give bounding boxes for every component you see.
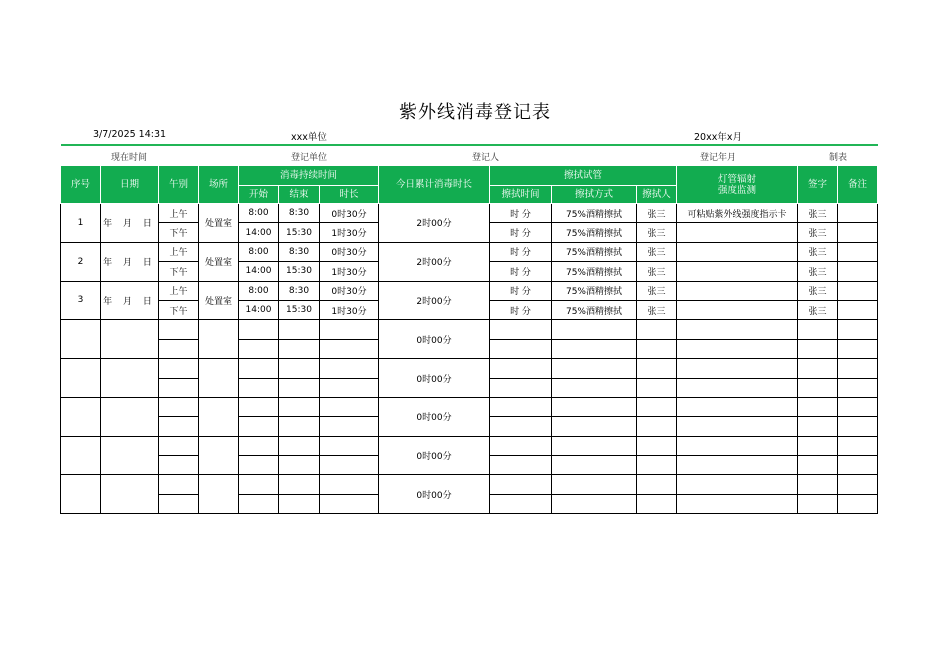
cell-wipe-time[interactable]	[490, 417, 552, 436]
table-body	[61, 204, 878, 514]
cell-date[interactable]	[101, 320, 159, 359]
cell-end[interactable]	[279, 494, 320, 513]
cell-wipe-time[interactable]: 时 分	[490, 281, 552, 300]
cell-wipe-time[interactable]: 时 分	[490, 204, 552, 223]
header-wipe-group: 擦拭试管	[490, 166, 677, 186]
cell-wipe-method[interactable]	[552, 397, 637, 416]
cell-wipe-method[interactable]	[552, 456, 637, 475]
cell-wiper[interactable]	[637, 359, 677, 378]
cell-daily-total[interactable]: 0时00分	[379, 320, 490, 359]
cell-place[interactable]	[199, 359, 239, 398]
cell-date[interactable]	[101, 436, 159, 475]
cell-wiper[interactable]: 张三	[637, 281, 677, 300]
cell-wipe-time[interactable]: 时 分	[490, 223, 552, 242]
header-duration-group: 消毒持续时间	[239, 166, 379, 186]
cell-end[interactable]	[279, 320, 320, 339]
table-row	[61, 320, 878, 339]
cell-length[interactable]	[320, 359, 379, 378]
cell-signature[interactable]	[798, 475, 838, 494]
cell-wipe-time[interactable]	[490, 378, 552, 397]
cell-signature[interactable]: 张三	[798, 300, 838, 319]
table-row	[61, 242, 878, 261]
cell-end[interactable]	[279, 339, 320, 358]
cell-lamp[interactable]	[677, 339, 798, 358]
cell-start[interactable]	[239, 320, 279, 339]
header-seq: 序号	[61, 166, 101, 204]
cell-daily-total[interactable]: 0时00分	[379, 475, 490, 514]
cell-remark[interactable]	[838, 223, 878, 242]
cell-lamp[interactable]	[677, 494, 798, 513]
cell-signature[interactable]	[798, 378, 838, 397]
cell-wipe-time[interactable]: 时 分	[490, 300, 552, 319]
cell-lamp[interactable]	[677, 436, 798, 455]
cell-daily-total[interactable]: 2时00分	[379, 242, 490, 281]
cell-wiper[interactable]	[637, 475, 677, 494]
cell-wiper[interactable]: 张三	[637, 300, 677, 319]
header-length: 时长	[320, 186, 379, 204]
cell-remark[interactable]	[838, 242, 878, 261]
cell-start[interactable]	[239, 359, 279, 378]
cell-signature[interactable]: 张三	[798, 204, 838, 223]
cell-start[interactable]: 14:00	[239, 223, 279, 242]
cell-wiper[interactable]	[637, 397, 677, 416]
header-lamp-monitoring	[677, 166, 798, 204]
cell-length[interactable]: 1时30分	[320, 300, 379, 319]
cell-length[interactable]	[320, 397, 379, 416]
cell-signature[interactable]	[798, 397, 838, 416]
cell-wipe-time[interactable]	[490, 456, 552, 475]
label-reg-unit: 登记单位	[291, 153, 328, 163]
cell-wipe-method[interactable]: 75%酒精擦拭	[552, 204, 637, 223]
cell-wiper[interactable]	[637, 436, 677, 455]
label-made-by: 制表	[829, 153, 848, 163]
cell-lamp[interactable]	[677, 300, 798, 319]
cell-start[interactable]: 14:00	[239, 262, 279, 281]
cell-wipe-method[interactable]	[552, 339, 637, 358]
cell-seq[interactable]	[61, 320, 101, 359]
cell-remark[interactable]	[838, 378, 878, 397]
cell-wipe-time[interactable]: 时 分	[490, 262, 552, 281]
cell-remark[interactable]	[838, 339, 878, 358]
label-current-time: 现在时间	[111, 153, 148, 163]
cell-wipe-time[interactable]	[490, 436, 552, 455]
cell-place[interactable]	[199, 397, 239, 436]
cell-end[interactable]	[279, 436, 320, 455]
table-row	[61, 359, 878, 378]
cell-start[interactable]	[239, 417, 279, 436]
cell-length[interactable]	[320, 456, 379, 475]
header-remarks: 备注	[838, 166, 878, 204]
cell-period[interactable]	[159, 320, 199, 339]
cell-period[interactable]: 下午	[159, 223, 199, 242]
cell-place[interactable]: 处置室	[199, 242, 239, 281]
cell-period[interactable]: 上午	[159, 242, 199, 261]
header-wipe-method: 擦拭方式	[552, 186, 637, 204]
cell-remark[interactable]	[838, 436, 878, 455]
cell-seq[interactable]	[61, 359, 101, 398]
header-signature: 签字	[798, 166, 838, 204]
cell-remark[interactable]	[838, 320, 878, 339]
label-registrant: 登记人	[472, 153, 500, 163]
cell-end[interactable]	[279, 397, 320, 416]
cell-wiper[interactable]	[637, 456, 677, 475]
cell-date[interactable]	[101, 359, 159, 398]
cell-period[interactable]	[159, 436, 199, 455]
cell-start[interactable]: 14:00	[239, 300, 279, 319]
cell-date[interactable]: 年 月 日	[101, 281, 159, 320]
cell-place[interactable]	[199, 436, 239, 475]
cell-end[interactable]: 15:30	[279, 223, 320, 242]
header-wipe-time: 擦拭时间	[490, 186, 552, 204]
cell-lamp[interactable]	[677, 223, 798, 242]
header-daily-total: 今日累计消毒时长	[379, 166, 490, 204]
cell-period[interactable]: 下午	[159, 300, 199, 319]
cell-lamp[interactable]	[677, 456, 798, 475]
header-rule-line	[61, 144, 878, 146]
cell-wipe-method[interactable]: 75%酒精擦拭	[552, 300, 637, 319]
cell-remark[interactable]	[838, 417, 878, 436]
cell-wipe-time[interactable]: 时 分	[490, 242, 552, 261]
header-date: 日期	[101, 166, 159, 204]
cell-period[interactable]	[159, 417, 199, 436]
cell-seq[interactable]	[61, 475, 101, 514]
cell-start[interactable]	[239, 339, 279, 358]
header-end: 结束	[279, 186, 320, 204]
cell-date[interactable]: 年 月 日	[101, 242, 159, 281]
cell-start[interactable]: 8:00	[239, 204, 279, 223]
cell-date[interactable]: 年 月 日	[101, 204, 159, 243]
cell-end[interactable]: 8:30	[279, 242, 320, 261]
cell-seq[interactable]: 2	[61, 242, 101, 281]
cell-length[interactable]	[320, 475, 379, 494]
cell-remark[interactable]	[838, 397, 878, 416]
cell-start[interactable]	[239, 475, 279, 494]
cell-daily-total[interactable]: 2时00分	[379, 204, 490, 243]
cell-wiper[interactable]	[637, 339, 677, 358]
cell-remark[interactable]	[838, 456, 878, 475]
cell-length[interactable]: 0时30分	[320, 204, 379, 223]
cell-date[interactable]	[101, 475, 159, 514]
cell-length[interactable]	[320, 339, 379, 358]
cell-length[interactable]	[320, 436, 379, 455]
cell-remark[interactable]	[838, 281, 878, 300]
cell-end[interactable]: 15:30	[279, 300, 320, 319]
table-row	[61, 436, 878, 455]
cell-remark[interactable]	[838, 262, 878, 281]
cell-remark[interactable]	[838, 475, 878, 494]
cell-length[interactable]	[320, 494, 379, 513]
cell-wiper[interactable]	[637, 320, 677, 339]
cell-end[interactable]: 8:30	[279, 204, 320, 223]
cell-remark[interactable]	[838, 204, 878, 223]
disinfection-register-table	[60, 165, 878, 514]
cell-signature[interactable]	[798, 494, 838, 513]
cell-end[interactable]	[279, 456, 320, 475]
cell-lamp[interactable]	[677, 242, 798, 261]
cell-wipe-method[interactable]: 75%酒精擦拭	[552, 242, 637, 261]
cell-wipe-time[interactable]	[490, 339, 552, 358]
cell-wipe-method[interactable]	[552, 494, 637, 513]
cell-date[interactable]	[101, 397, 159, 436]
cell-period[interactable]	[159, 359, 199, 378]
cell-wipe-time[interactable]	[490, 397, 552, 416]
cell-wipe-method[interactable]: 75%酒精擦拭	[552, 223, 637, 242]
cell-lamp[interactable]	[677, 359, 798, 378]
header-lamp-line1: 灯管辐射	[717, 173, 756, 185]
cell-signature[interactable]: 张三	[798, 262, 838, 281]
cell-signature[interactable]	[798, 417, 838, 436]
cell-signature[interactable]	[798, 456, 838, 475]
cell-wipe-method[interactable]	[552, 475, 637, 494]
cell-lamp[interactable]	[677, 262, 798, 281]
form-title: 紫外线消毒登记表	[399, 102, 551, 123]
cell-start[interactable]: 8:00	[239, 281, 279, 300]
cell-wipe-method[interactable]	[552, 417, 637, 436]
cell-seq[interactable]: 1	[61, 204, 101, 243]
cell-wipe-time[interactable]	[490, 359, 552, 378]
cell-length[interactable]: 0时30分	[320, 281, 379, 300]
cell-place[interactable]: 处置室	[199, 204, 239, 243]
cell-start[interactable]: 8:00	[239, 242, 279, 261]
cell-end[interactable]	[279, 378, 320, 397]
cell-wiper[interactable]: 张三	[637, 223, 677, 242]
header-wiper: 擦拭人	[637, 186, 677, 204]
cell-lamp[interactable]	[677, 397, 798, 416]
cell-lamp[interactable]	[677, 417, 798, 436]
cell-end[interactable]	[279, 475, 320, 494]
cell-start[interactable]	[239, 397, 279, 416]
table-row	[61, 281, 878, 300]
cell-remark[interactable]	[838, 494, 878, 513]
cell-lamp[interactable]: 可粘贴紫外线强度指示卡	[677, 204, 798, 223]
cell-wipe-time[interactable]	[490, 320, 552, 339]
cell-length[interactable]	[320, 417, 379, 436]
cell-daily-total[interactable]: 0时00分	[379, 436, 490, 475]
cell-remark[interactable]	[838, 300, 878, 319]
cell-wipe-method[interactable]: 75%酒精擦拭	[552, 262, 637, 281]
table-row	[61, 204, 878, 223]
cell-daily-total[interactable]: 2时00分	[379, 281, 490, 320]
unit-name: xxx单位	[291, 132, 327, 143]
cell-place[interactable]	[199, 320, 239, 359]
year-month: 20xx年x月	[694, 132, 742, 143]
cell-wipe-method[interactable]	[552, 320, 637, 339]
cell-length[interactable]: 0时30分	[320, 242, 379, 261]
cell-signature[interactable]	[798, 320, 838, 339]
print-datetime: 3/7/2025 14:31	[93, 129, 167, 140]
cell-lamp[interactable]	[677, 475, 798, 494]
cell-place[interactable]: 处置室	[199, 281, 239, 320]
header-start: 开始	[239, 186, 279, 204]
cell-seq[interactable]	[61, 397, 101, 436]
cell-length[interactable]: 1时30分	[320, 262, 379, 281]
cell-period[interactable]: 上午	[159, 281, 199, 300]
cell-start[interactable]	[239, 378, 279, 397]
cell-period[interactable]: 上午	[159, 204, 199, 223]
cell-wiper[interactable]: 张三	[637, 204, 677, 223]
cell-start[interactable]	[239, 436, 279, 455]
cell-end[interactable]: 8:30	[279, 281, 320, 300]
cell-wiper[interactable]	[637, 378, 677, 397]
cell-wiper[interactable]: 张三	[637, 242, 677, 261]
cell-wipe-method[interactable]	[552, 378, 637, 397]
cell-signature[interactable]: 张三	[798, 281, 838, 300]
cell-period[interactable]	[159, 378, 199, 397]
cell-end[interactable]: 15:30	[279, 262, 320, 281]
cell-period[interactable]	[159, 339, 199, 358]
cell-signature[interactable]	[798, 359, 838, 378]
header-place: 场所	[199, 166, 239, 204]
cell-lamp[interactable]	[677, 320, 798, 339]
cell-start[interactable]	[239, 456, 279, 475]
cell-period[interactable]	[159, 397, 199, 416]
cell-daily-total[interactable]: 0时00分	[379, 359, 490, 398]
cell-signature[interactable]: 张三	[798, 223, 838, 242]
cell-place[interactable]	[199, 475, 239, 514]
cell-wipe-method[interactable]	[552, 436, 637, 455]
header-lamp-line2: 强度监测	[717, 184, 756, 196]
cell-wiper[interactable]: 张三	[637, 262, 677, 281]
cell-daily-total[interactable]: 0时00分	[379, 397, 490, 436]
cell-wiper[interactable]	[637, 494, 677, 513]
cell-lamp[interactable]	[677, 378, 798, 397]
cell-signature[interactable]: 张三	[798, 242, 838, 261]
cell-period[interactable]	[159, 475, 199, 494]
cell-length[interactable]: 1时30分	[320, 223, 379, 242]
label-reg-yearmonth: 登记年月	[700, 153, 737, 163]
cell-wipe-method[interactable]: 75%酒精擦拭	[552, 281, 637, 300]
cell-period[interactable]: 下午	[159, 262, 199, 281]
cell-start[interactable]	[239, 494, 279, 513]
cell-period[interactable]	[159, 494, 199, 513]
cell-wipe-method[interactable]	[552, 359, 637, 378]
cell-period[interactable]	[159, 456, 199, 475]
cell-lamp[interactable]	[677, 281, 798, 300]
table-row	[61, 397, 878, 416]
cell-signature[interactable]	[798, 436, 838, 455]
cell-end[interactable]	[279, 359, 320, 378]
header-period: 午别	[159, 166, 199, 204]
cell-wipe-time[interactable]	[490, 475, 552, 494]
table-row	[61, 475, 878, 494]
table-header	[61, 166, 878, 204]
cell-wiper[interactable]	[637, 417, 677, 436]
cell-length[interactable]	[320, 320, 379, 339]
cell-seq[interactable]	[61, 436, 101, 475]
cell-wipe-time[interactable]	[490, 494, 552, 513]
cell-signature[interactable]	[798, 339, 838, 358]
cell-seq[interactable]: 3	[61, 281, 101, 320]
cell-remark[interactable]	[838, 359, 878, 378]
cell-length[interactable]	[320, 378, 379, 397]
cell-end[interactable]	[279, 417, 320, 436]
